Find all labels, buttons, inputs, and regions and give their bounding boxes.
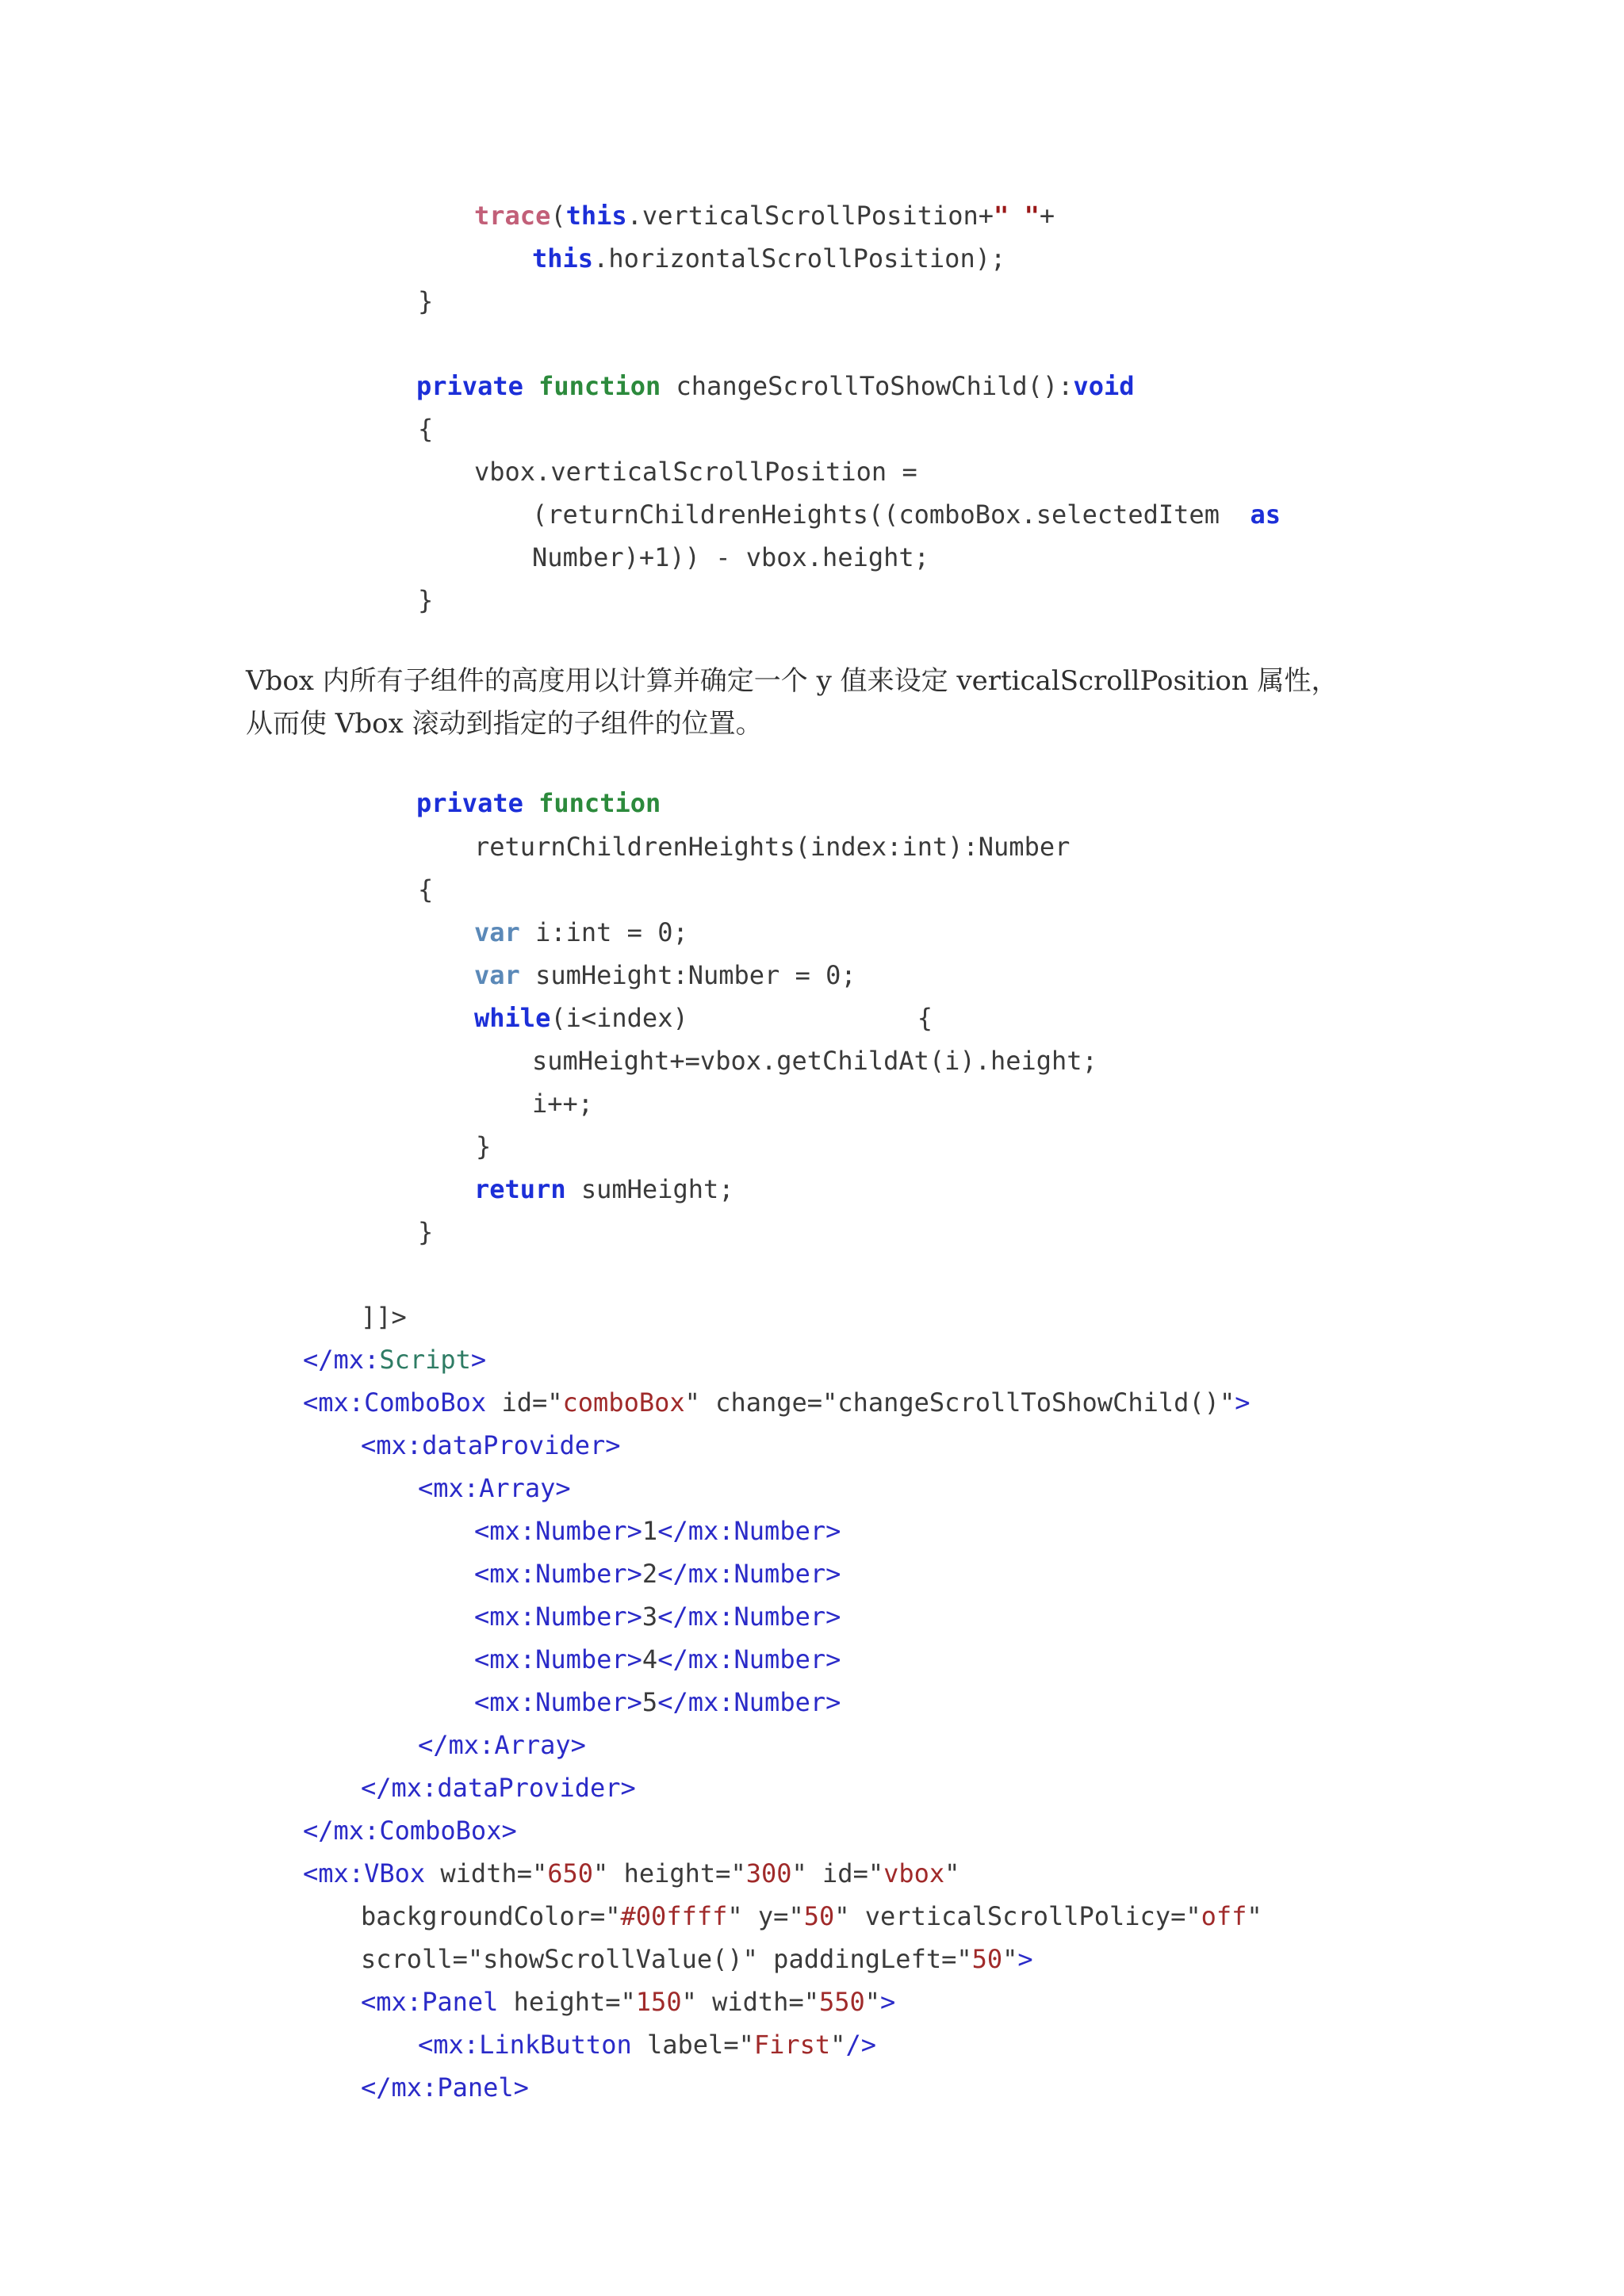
code-token: </mx:Number> — [657, 1516, 841, 1546]
code-token: <mx:Number> — [474, 1559, 642, 1589]
code-token: } — [418, 1217, 434, 1247]
code-line — [418, 408, 433, 450]
code-token: ]]> — [361, 1302, 407, 1332]
code-line — [474, 1638, 841, 1681]
code-line — [361, 1766, 636, 1809]
code-token: </mx:Panel> — [361, 2072, 529, 2103]
code-token: <mx:Number> — [474, 1601, 642, 1632]
code-token: <mx:Array> — [418, 1473, 571, 1503]
code-line — [418, 579, 433, 622]
code-token: " y=" — [727, 1901, 804, 1931]
code-token: { — [418, 414, 434, 444]
code-line — [532, 237, 1005, 280]
code-token: <mx:VBox — [303, 1858, 426, 1888]
code-token: .verticalScrollPosition+ — [626, 201, 994, 231]
code-token: ( — [550, 201, 566, 231]
code-line — [532, 1082, 593, 1125]
code-token: " id=" — [791, 1858, 884, 1888]
code-token: </mx:dataProvider> — [361, 1773, 636, 1803]
code-token: " — [864, 1987, 881, 2017]
code-token: 3 — [642, 1601, 658, 1632]
code-token: > — [1017, 1944, 1033, 1974]
code-token: </mx:Number> — [657, 1601, 841, 1632]
code-token: .horizontalScrollPosition); — [593, 243, 1006, 274]
code-line — [418, 868, 433, 911]
code-token: " verticalScrollPolicy=" — [834, 1901, 1201, 1931]
code-token: off — [1201, 1901, 1247, 1931]
code-line — [476, 1125, 491, 1168]
code-token: width=" — [425, 1858, 548, 1888]
code-line — [361, 1424, 621, 1467]
code-token: 50 — [803, 1901, 835, 1931]
body-paragraph-line: 从而使 Vbox 滚动到指定的子组件的位置。 — [246, 708, 763, 740]
code-token: return — [474, 1174, 566, 1204]
code-token: + — [1039, 201, 1055, 231]
code-token: void — [1073, 371, 1135, 401]
code-line — [303, 1852, 959, 1895]
code-token: } — [476, 1131, 492, 1161]
code-token: (returnChildrenHeights((comboBox.selectedItem — [532, 499, 1251, 530]
code-token: 2 — [642, 1559, 658, 1589]
code-token: <mx:Number> — [474, 1516, 642, 1546]
code-token: 550 — [818, 1987, 865, 2017]
code-token: sumHeight; — [565, 1174, 734, 1204]
code-token: > — [1235, 1387, 1251, 1418]
code-token — [523, 371, 538, 401]
code-line — [416, 782, 661, 825]
code-token: sumHeight:Number = 0; — [519, 960, 856, 990]
code-token: <mx:Panel — [361, 1987, 499, 2017]
code-line — [418, 1724, 586, 1766]
code-token: <mx:dataProvider> — [361, 1430, 621, 1460]
code-line — [361, 1895, 1262, 1938]
code-line — [303, 1809, 517, 1852]
code-line — [532, 1039, 1097, 1082]
code-token: changeScrollToShowChild(): — [661, 371, 1074, 401]
code-token: var — [474, 960, 520, 990]
code-line — [474, 997, 933, 1039]
code-token: this — [532, 243, 594, 274]
code-token: while — [474, 1003, 551, 1033]
code-token: " width=" — [681, 1987, 819, 2017]
code-line — [474, 194, 1055, 237]
code-token: </mx:Number> — [657, 1559, 841, 1589]
code-token: " — [944, 1858, 960, 1888]
code-token: height=" — [498, 1987, 636, 2017]
code-token: vbox — [883, 1858, 945, 1888]
code-line — [361, 2066, 529, 2109]
code-token: " height=" — [593, 1858, 746, 1888]
code-line — [361, 1938, 1033, 1980]
code-line — [474, 1510, 841, 1552]
code-token: 50 — [971, 1944, 1003, 1974]
code-token: { — [418, 874, 434, 905]
code-token: <mx:Number> — [474, 1644, 642, 1674]
code-token: " — [1247, 1901, 1262, 1931]
code-token: 150 — [635, 1987, 682, 2017]
code-token: </mx: — [303, 1345, 380, 1375]
code-line — [474, 911, 688, 954]
code-token: i:int = 0; — [519, 917, 688, 947]
code-token: " — [1002, 1944, 1018, 1974]
code-line — [303, 1338, 486, 1381]
code-token: var — [474, 917, 520, 947]
code-token: </mx:Array> — [418, 1730, 586, 1760]
code-line — [532, 536, 929, 579]
code-token: 4 — [642, 1644, 658, 1674]
code-token: backgroundColor=" — [361, 1901, 621, 1931]
code-token: /> — [845, 2030, 876, 2060]
code-token: #00ffff — [620, 1901, 728, 1931]
code-line — [474, 450, 917, 493]
code-token: private — [416, 371, 523, 401]
code-line — [474, 1552, 841, 1595]
code-token: trace — [474, 201, 551, 231]
code-line — [418, 280, 433, 323]
code-token: function — [538, 371, 661, 401]
code-line — [474, 1168, 734, 1211]
code-token: 300 — [745, 1858, 792, 1888]
code-token: " change="changeScrollToShowChild()" — [684, 1387, 1235, 1418]
code-line — [361, 1295, 407, 1338]
code-line — [418, 1467, 571, 1510]
code-line — [532, 493, 1281, 536]
code-token: 5 — [642, 1687, 658, 1717]
code-token: First — [753, 2030, 831, 2060]
code-token — [523, 788, 538, 818]
code-token: sumHeight+=vbox.getChildAt(i).height; — [532, 1046, 1097, 1076]
code-line — [474, 825, 1070, 868]
code-token: i++; — [532, 1089, 594, 1119]
code-line — [474, 1681, 841, 1724]
code-token: scroll="showScrollValue()" paddingLeft=" — [361, 1944, 972, 1974]
code-line — [416, 365, 1134, 408]
code-line — [303, 1381, 1250, 1424]
code-line — [474, 954, 856, 997]
code-line — [418, 1211, 433, 1253]
code-token: private — [416, 788, 523, 818]
code-token: } — [418, 585, 434, 615]
code-token: as — [1250, 499, 1281, 530]
code-token: " — [830, 2030, 846, 2060]
code-token: <mx:LinkButton — [418, 2030, 632, 2060]
code-line — [361, 1980, 895, 2023]
code-token: label=" — [631, 2030, 754, 2060]
code-token: id=" — [486, 1387, 563, 1418]
code-token: 1 — [642, 1516, 658, 1546]
code-token: } — [418, 286, 434, 316]
body-paragraph-line: Vbox 内所有子组件的高度用以计算并确定一个 y 值来设定 verticalScrollPosition 属性， — [246, 665, 1339, 697]
code-token: </mx:Number> — [657, 1644, 841, 1674]
code-line — [474, 1595, 841, 1638]
code-token: </mx:ComboBox> — [303, 1816, 517, 1846]
code-token: Script — [379, 1345, 471, 1375]
code-token: > — [880, 1987, 896, 2017]
code-token: </mx:Number> — [657, 1687, 841, 1717]
code-token: 650 — [547, 1858, 594, 1888]
code-token: Number)+1)) - vbox.height; — [532, 542, 929, 572]
code-token: <mx:Number> — [474, 1687, 642, 1717]
code-token: comboBox — [562, 1387, 685, 1418]
code-line — [418, 2023, 876, 2066]
code-token: > — [470, 1345, 487, 1375]
code-token: <mx:ComboBox — [303, 1387, 487, 1418]
code-token: (i<index) { — [550, 1003, 933, 1033]
code-token: returnChildrenHeights(index:int):Number — [474, 832, 1071, 862]
code-token: " " — [994, 201, 1040, 231]
code-token: vbox.verticalScrollPosition = — [474, 457, 917, 487]
code-token: this — [565, 201, 627, 231]
code-token: function — [538, 788, 661, 818]
